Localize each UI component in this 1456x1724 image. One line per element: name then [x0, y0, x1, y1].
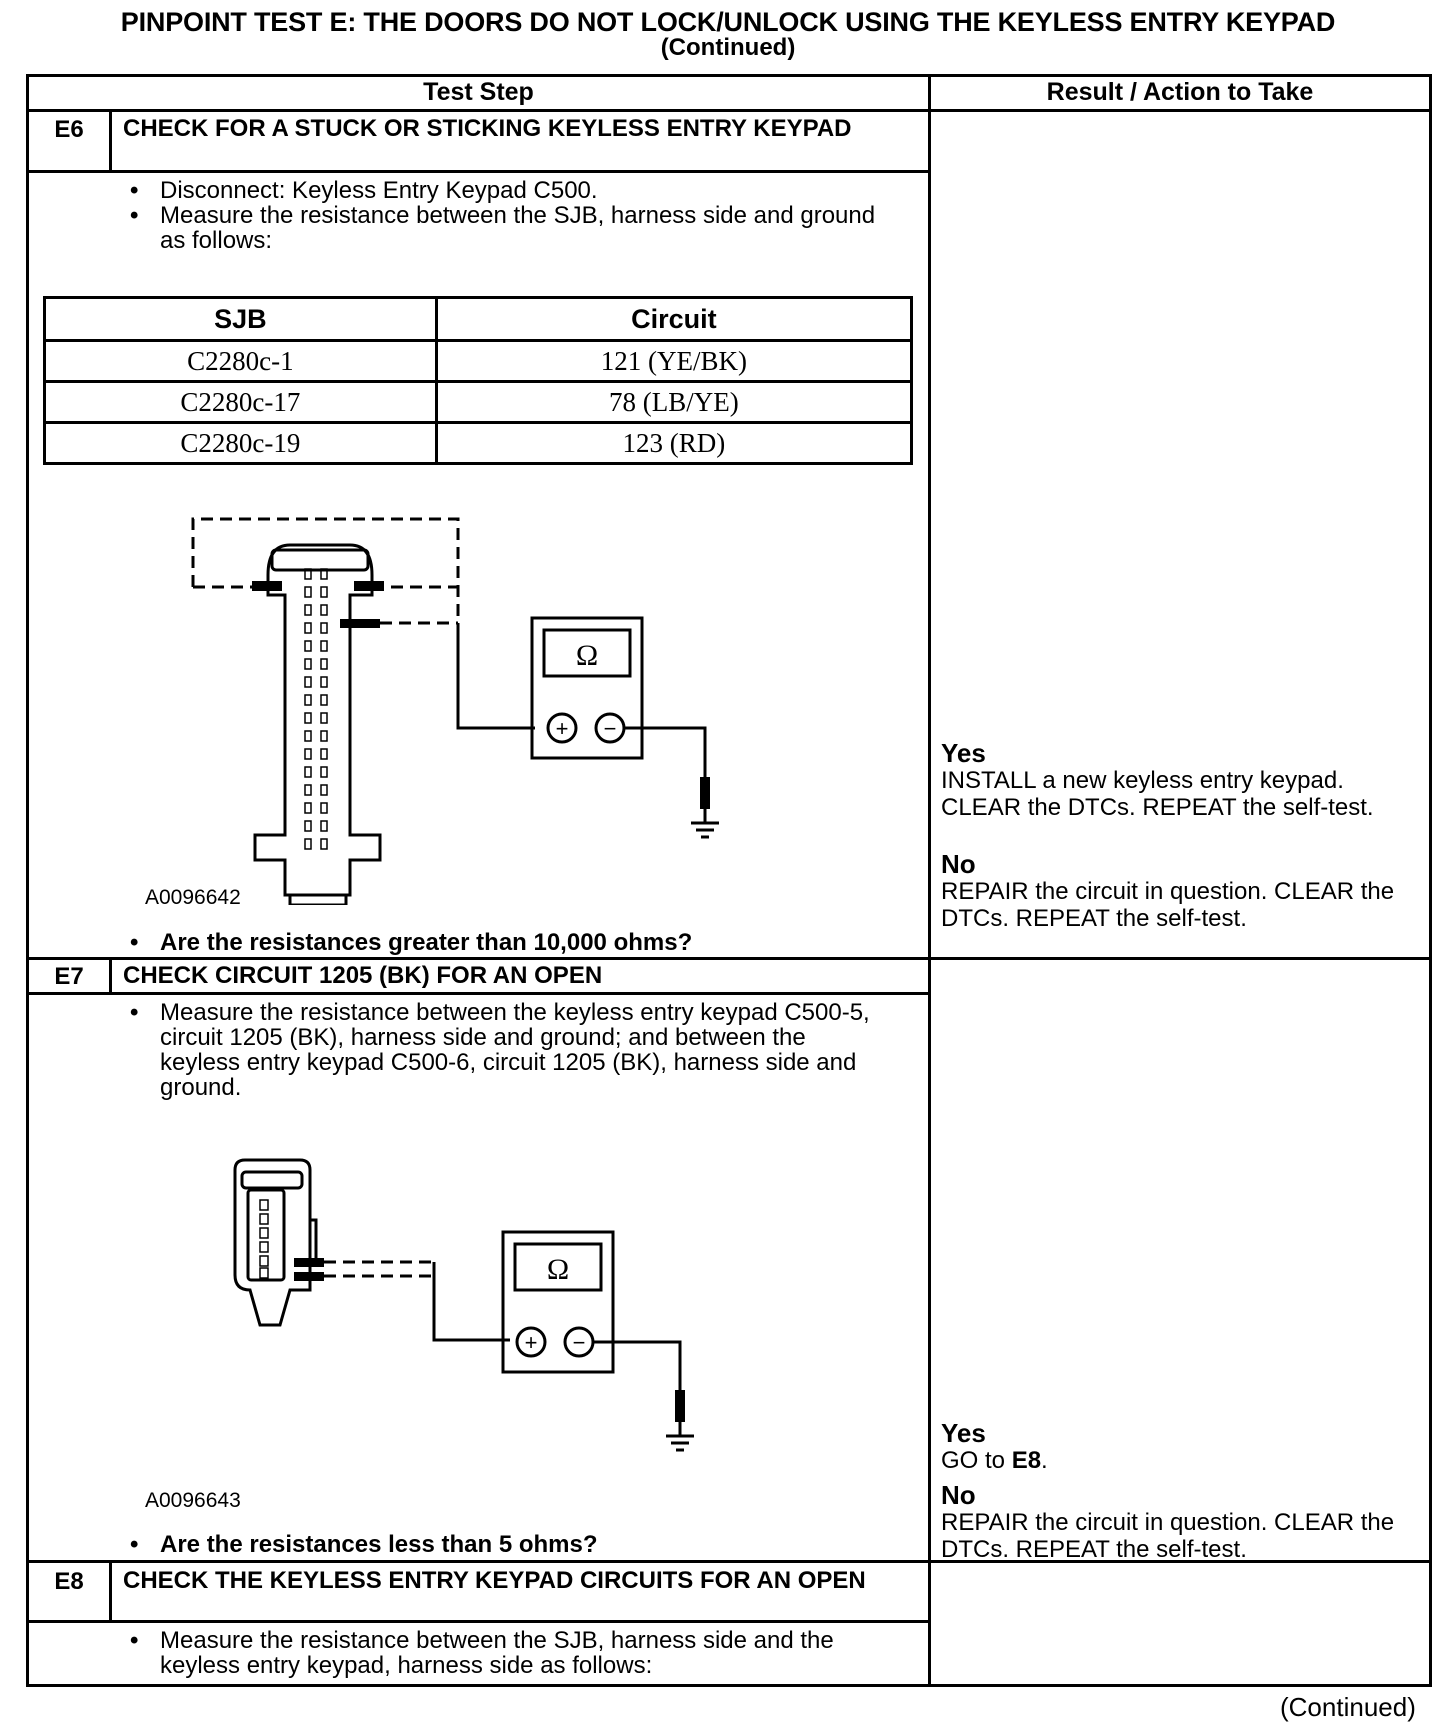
e6-result-no: No REPAIR the circuit in question. CLEAR the DTCs. REPEAT the self-test. [941, 849, 1395, 932]
header-result: Result / Action to Take [1046, 78, 1314, 106]
e6-connector-diagram [140, 505, 740, 905]
ohm-symbol: Ω [575, 639, 599, 672]
cell-sjb: C2280c-19 [45, 423, 437, 464]
table-row [45, 423, 912, 464]
table-row [45, 341, 912, 382]
cell-sjb: C2280c-17 [45, 382, 437, 423]
cell-circuit: 121 (YE/BK) [436, 341, 911, 382]
header-test-step: Test Step [423, 78, 534, 106]
e6-result-yes: Yes INSTALL a new keyless entry keypad. CLEAR the DTCs. REPEAT the self-test. [941, 738, 1374, 821]
e7-result-no: No REPAIR the circuit in question. CLEAR the DTCs. REPEAT the self-test. [941, 1480, 1395, 1563]
keypad-pins [260, 1200, 268, 1278]
e6-bullet-2: • Measure the resistance between the SJB, harness side and ground as follows: [130, 202, 876, 254]
e7-bullet-1: • Measure the resistance between the keyless entry keypad C500-5, circuit 1205 (BK), harness side and ground; and between the keyless entry keypad C500-6, circuit 1205 (BK), harness side and ground. [130, 999, 870, 1101]
e7-connector-diagram [220, 1150, 740, 1480]
ground-icon [666, 1422, 694, 1450]
figure-id-e6: A0096642 [145, 886, 241, 909]
e7-question: • Are the resistances less than 5 ohms? [130, 1531, 598, 1558]
e6-bullet-1: • Disconnect: Keyless Entry Keypad C500. [130, 177, 598, 204]
plus-terminal: + [524, 1330, 538, 1355]
col-header-sjb: SJB [45, 298, 437, 341]
col-header-circuit: Circuit [436, 298, 911, 341]
step-id-e8: E8 [54, 1568, 84, 1595]
e7-result-yes: Yes GO to E8. [941, 1418, 1048, 1474]
page-title: PINPOINT TEST E: THE DOORS DO NOT LOCK/UNLOCK USING THE KEYLESS ENTRY KEYPAD [120, 7, 1336, 37]
e8-bullet-1: • Measure the resistance between the SJB, harness side and the keyless entry keypad, harness side as follows: [130, 1627, 834, 1679]
step-title-e7: CHECK CIRCUIT 1205 (BK) FOR AN OPEN [123, 962, 603, 989]
step-title-e8: CHECK THE KEYLESS ENTRY KEYPAD CIRCUITS FOR AN OPEN [123, 1567, 866, 1594]
cell-circuit: 78 (LB/YE) [436, 382, 911, 423]
minus-terminal: − [603, 716, 617, 741]
connector-pins [305, 569, 327, 849]
cell-circuit: 123 (RD) [436, 423, 911, 464]
ohm-symbol: Ω [546, 1253, 570, 1286]
minus-terminal: − [572, 1330, 586, 1355]
plus-terminal: + [555, 716, 569, 741]
page-subtitle: (Continued) [660, 34, 796, 61]
step-id-e7: E7 [54, 963, 84, 990]
table-row [45, 382, 912, 423]
step-id-e6: E6 [54, 116, 84, 143]
cell-sjb: C2280c-1 [45, 341, 437, 382]
keypad-connector-icon [235, 1160, 310, 1325]
footer-continued: (Continued) [1280, 1692, 1416, 1722]
ground-icon [691, 809, 719, 837]
sjb-connector-icon [255, 545, 380, 895]
figure-id-e7: A0096643 [145, 1489, 241, 1512]
step-title-e6: CHECK FOR A STUCK OR STICKING KEYLESS ENTRY KEYPAD [123, 115, 852, 142]
e6-question: • Are the resistances greater than 10,000 ohms? [130, 929, 693, 956]
sjb-circuit-table [43, 296, 913, 465]
